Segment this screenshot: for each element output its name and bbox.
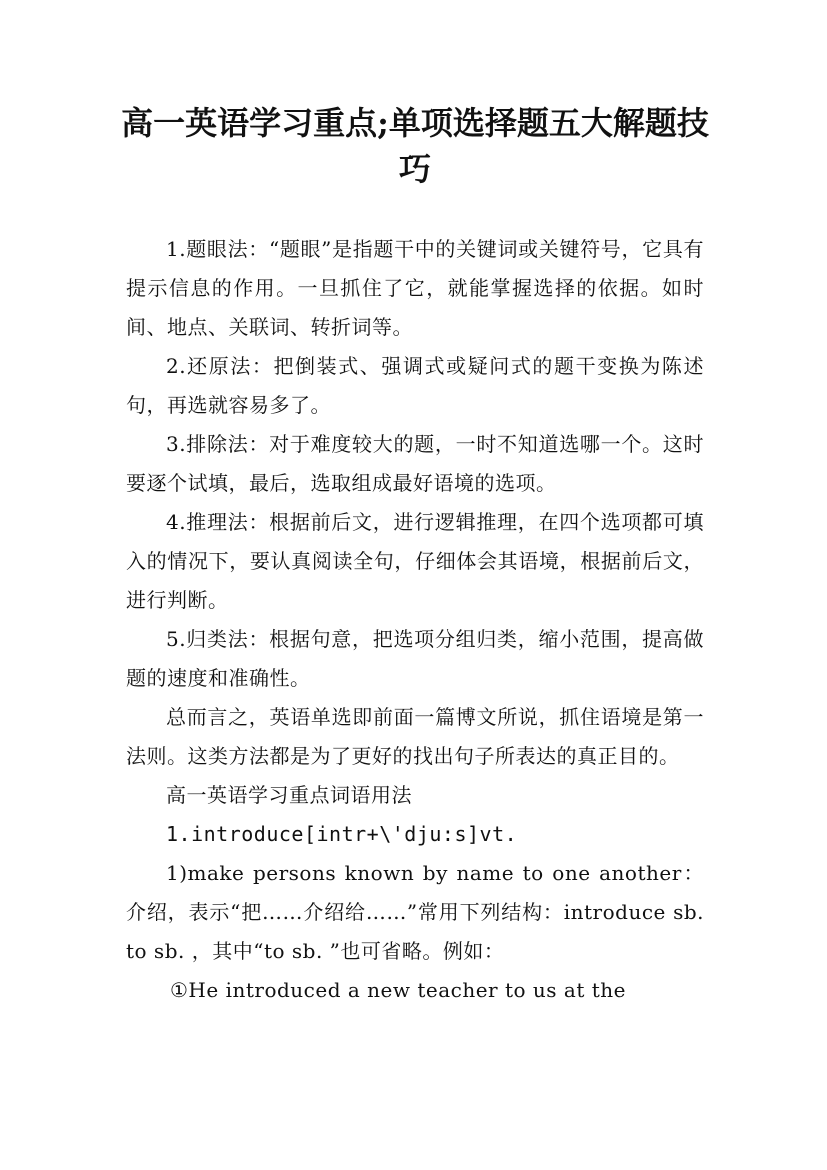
paragraph-tip-2: 2.还原法：把倒装式、强调式或疑问式的题干变换为陈述句，再选就容易多了。 xyxy=(126,354,704,417)
paragraph-summary: 总而言之，英语单选即前面一篇博文所说，抓住语境是第一法则。这类方法都是为了更好的找出句子所表达的真正目的。 xyxy=(126,705,704,768)
vocab-entry-introduce: 1.introduce[intr+\'dju:s]vt. xyxy=(166,822,518,846)
title-line-2: 巧 xyxy=(398,150,431,188)
title-line-1: 高一英语学习重点;单项选择题五大解题技 xyxy=(121,104,709,142)
section-heading-vocabulary: 高一英语学习重点词语用法 xyxy=(166,783,412,807)
document-body xyxy=(126,230,704,1010)
vocab-definition: 1)make persons known by name to one another：介绍，表示“把……介绍给……”常用下列结构：introduce sb. to sb. ，其中“to sb. ”也可省略。例如： xyxy=(126,861,704,963)
paragraph-tip-3: 3.排除法：对于难度较大的题，一时不知道选哪一个。这时要逐个试填，最后，选取组成最好语境的选项。 xyxy=(126,432,704,495)
document-title xyxy=(110,100,720,192)
paragraph-tip-5: 5.归类法：根据句意，把选项分组归类，缩小范围，提高做题的速度和准确性。 xyxy=(126,627,704,690)
example-sentence-1: ①He introduced a new teacher to us at the xyxy=(170,978,626,1002)
paragraph-tip-1: 1.题眼法：“题眼”是指题干中的关键词或关键符号，它具有提示信息的作用。一旦抓住了它，就能掌握选择的依据。如时间、地点、关联词、转折词等。 xyxy=(126,237,704,339)
paragraph-tip-4: 4.推理法：根据前后文，进行逻辑推理，在四个选项都可填入的情况下，要认真阅读全句，仔细体会其语境，根据前后文，进行判断。 xyxy=(126,510,704,612)
